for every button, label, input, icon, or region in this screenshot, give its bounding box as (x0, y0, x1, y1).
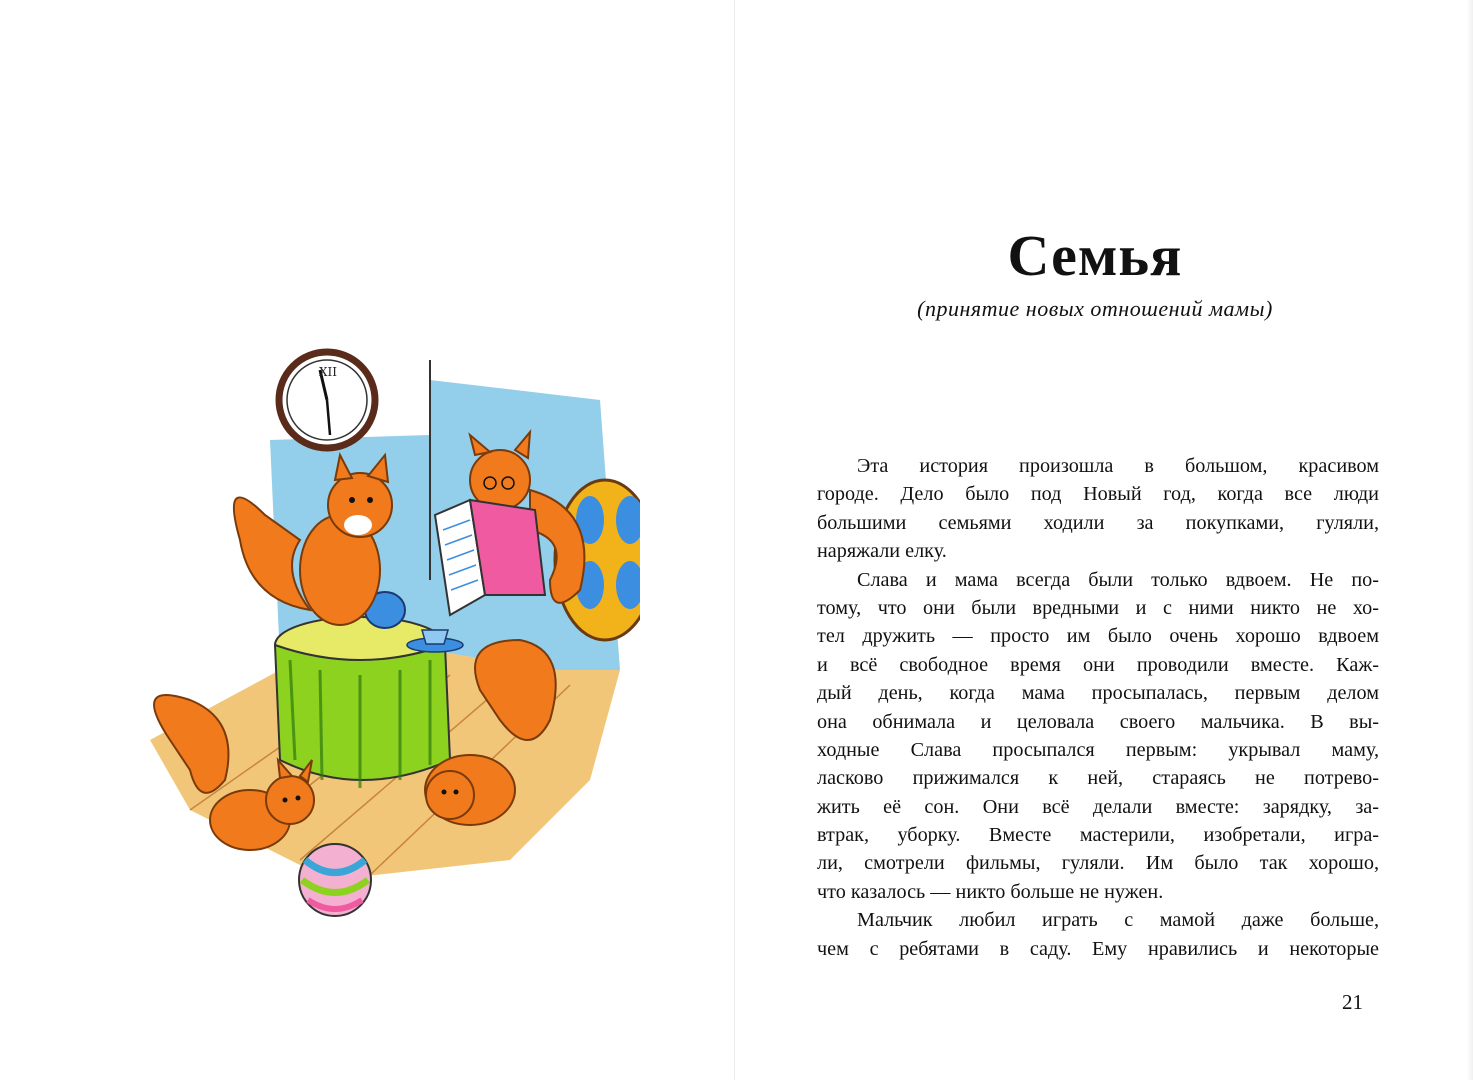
clock-icon (279, 352, 375, 448)
text-line: жить её сон. Они всё делали вместе: зарядку, за- (817, 795, 1379, 818)
text-line: чем с ребятами в саду. Ему нравились и некоторые (817, 937, 1379, 960)
text-line: ли, смотрели фильмы, гуляли. Им было так хорошо, (817, 852, 1379, 875)
left-page (0, 0, 735, 1080)
text-line: тому, что они были вредными и с ними никто не хо- (817, 596, 1379, 619)
text-line: Слава и мама всегда были только вдвоем. Не по- (857, 568, 1379, 591)
text-line: втрак, уборку. Вместе мастерили, изобретали, игра- (817, 824, 1379, 847)
text-line: большими семьями ходили за покупками, гуляли, (817, 511, 1379, 534)
squirrel-family-illustration (130, 340, 640, 930)
text-line: ходные Слава просыпался первым: укрывал маму, (817, 738, 1379, 761)
text-line: городе. Дело было под Новый год, когда все люди (817, 483, 1379, 506)
text-line: Мальчик любил играть с мамой даже больше, (857, 909, 1379, 932)
text-line: Эта история произошла в большом, красивом (857, 455, 1379, 477)
text-line: наряжали елку. (817, 540, 947, 563)
text-line: тел дружить — просто им было очень хорошо вдвоем (817, 625, 1379, 648)
chapter-subtitle: (принятие новых отношений мамы) (917, 296, 1273, 321)
page-edge-shadow (1467, 0, 1473, 1080)
text-line: ласково прижимался к ней, стараясь не потрево- (817, 767, 1379, 790)
page-number: 21 (1342, 990, 1363, 1014)
text-line: и всё свободное время они проводили вместе. Каж- (817, 653, 1379, 676)
text-line: дый день, когда мама просыпалась, первым делом (817, 682, 1379, 705)
chapter-title: Семья (1007, 223, 1183, 288)
svg-text:XII: XII (319, 365, 338, 379)
text-line: она обнимала и целовала своего мальчика. В вы- (817, 710, 1379, 733)
text-line: что казалось — никто больше не нужен. (817, 880, 1164, 903)
chapter-body-text (817, 452, 1379, 963)
ball-icon (299, 844, 371, 916)
